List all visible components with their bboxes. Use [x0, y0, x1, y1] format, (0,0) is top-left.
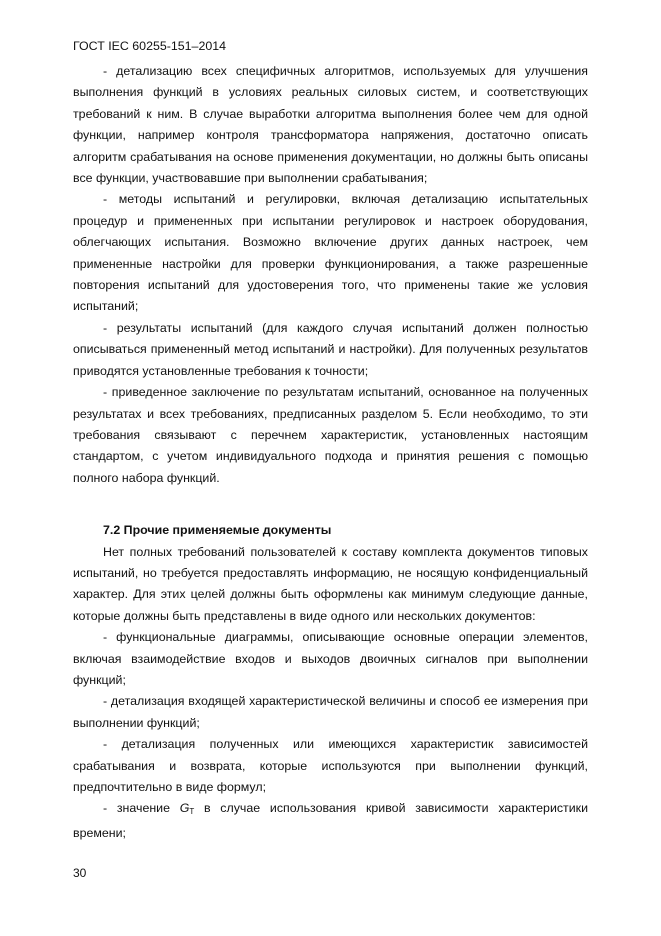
page-number: 30 — [73, 866, 87, 880]
list-item-gt-value — [73, 798, 588, 844]
gt-suffix: в случае использования кривой зависимости характеристики времени; — [73, 801, 589, 840]
list-item-test-methods: - методы испытаний и регулировки, включая детализацию испытательных процедур и примененных при испытании регулировок и настроек оборудования, облегчающих испытания. Возможно включение других данных настроек, чем примененные настройки для проверки функционирования, а также разрешенные повторения испытаний для удостоверения того, что применены такие же условия испытаний; — [73, 192, 588, 314]
list-item-algorithms: - детализацию всех специфичных алгоритмов, используемых для улучшения выполнения функций в условиях реальных силовых систем, и соответствующих требований к ним. В случае выработки алгоритма выполнения более чем для одной функции, например контроля трансформатора напряжения, достаточно описать алгоритм срабатывания на основе применения документации, но должны быть описаны все функции, участвовавшие при выполнении срабатывания; — [73, 64, 588, 186]
section-spacer — [73, 489, 588, 520]
list-item-input-quantity: - детализация входящей характеристической величины и способ ее измерения при выполнении функций; — [73, 694, 588, 730]
gt-prefix: - значение — [103, 801, 180, 816]
gt-symbol: G — [179, 801, 190, 816]
list-item-characteristics: - детализация полученных или имеющихся характеристик зависимостей срабатывания и возврата, которые используются при выполнении функций, предпочтительно в виде формул; — [73, 737, 588, 794]
list-item-functional-diagrams: - функциональные диаграммы, описывающие основные операции элементов, включая взаимодействие входов и выходов двоичных сигналов при выполнении функций; — [73, 630, 588, 687]
document-header: ГОСТ IEC 60255-151–2014 — [73, 39, 227, 53]
list-item-conclusion: - приведенное заключение по результатам испытаний, основанное на полученных результатах и всех требованиях, предписанных разделом 5. Если необходимо, то эти требования связывают с перечнем характеристик, установленных настоящим стандартом, с учетом индивидуального подхода и принятия решения с помощью полного набора функций. — [73, 385, 588, 485]
gt-subscript: T — [189, 807, 195, 817]
section-heading: 7.2 Прочие применяемые документы — [103, 523, 332, 538]
section-intro-paragraph: Нет полных требований пользователей к составу комплекта документов типовых испытаний, но требуется предоставлять информацию, не носящую конфиденциальный характер. Для этих целей должны быть оформлены как минимум следующие данные, которые должны быть представлены в виде одного или нескольких документов: — [73, 544, 588, 623]
list-item-test-results: - результаты испытаний (для каждого случая испытаний должен полностью описываться примененный метод испытаний и настройки). Для полученных результатов приводятся установленные требования к точности; — [73, 320, 588, 378]
document-body — [73, 61, 588, 844]
